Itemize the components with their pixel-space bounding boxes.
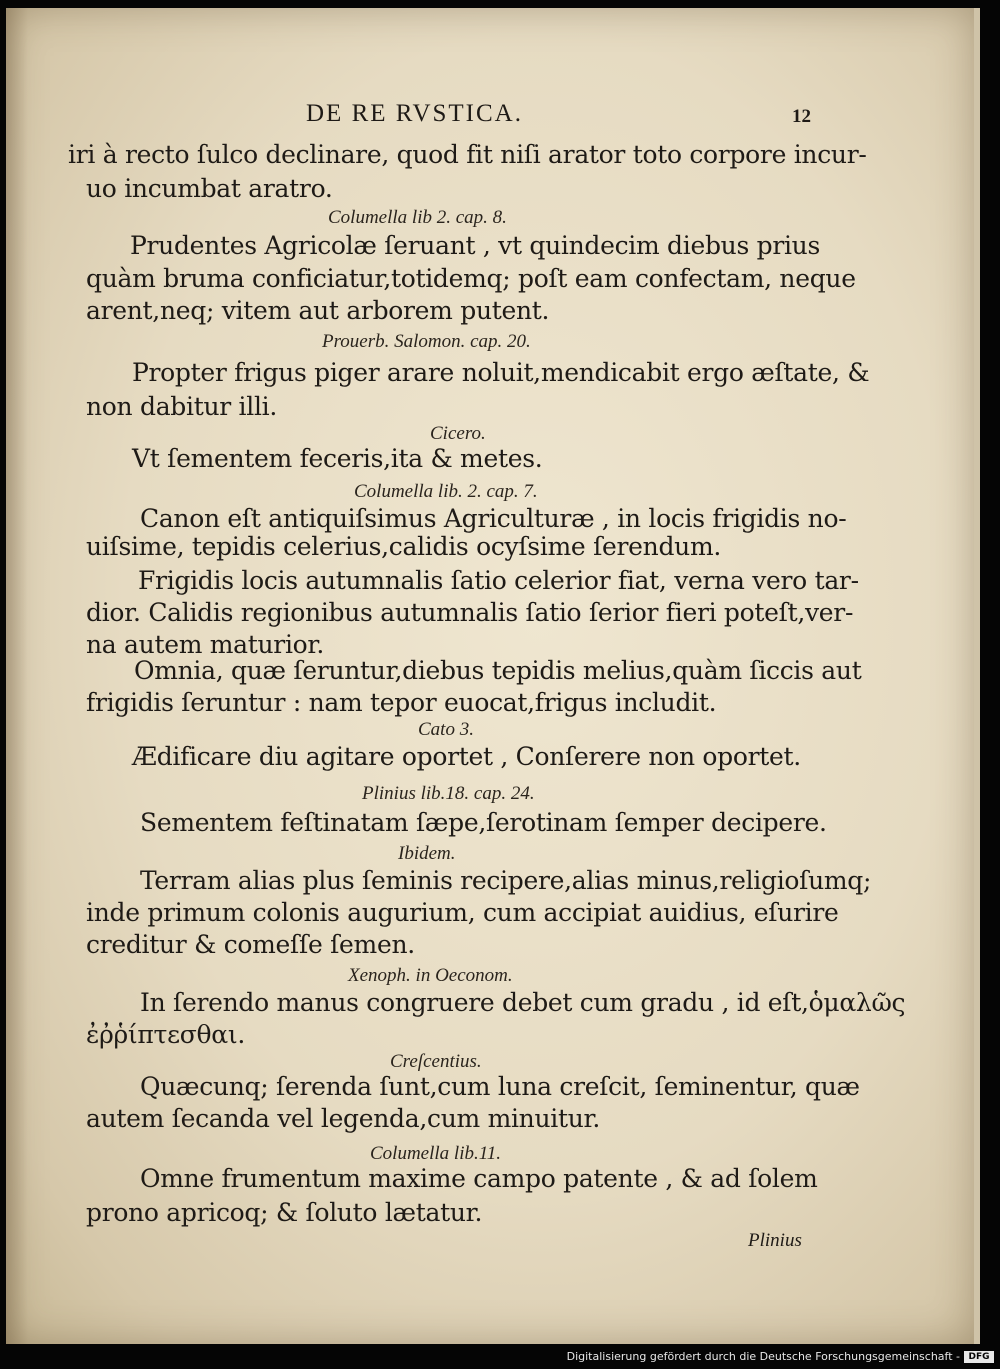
source-heading: Columella lib.11. — [370, 1143, 502, 1164]
running-head: DE RE RVSTICA. — [306, 100, 523, 127]
text-line: dior. Calidis regionibus autumnalis ſatio ſerior fieri poteſt,ver- — [86, 598, 854, 627]
text-line: na autem maturior. — [86, 630, 324, 659]
text-line: In ſerendo manus congruere debet cum gradu , id eſt,ὁμαλῶς — [140, 988, 906, 1017]
text-line: uiſsime, tepidis celerius,calidis ocyſsime ſerendum. — [86, 532, 722, 561]
text-line: uo incumbat aratro. — [86, 174, 333, 203]
text-line: non dabitur illi. — [86, 392, 277, 421]
source-heading: Ibidem. — [398, 843, 456, 864]
catchword: Plinius — [748, 1230, 802, 1251]
dfg-logo: DFG — [964, 1351, 994, 1363]
text-line: frigidis ſeruntur : nam tepor euocat,frigus includit. — [86, 688, 717, 717]
text-line: Quæcunq; ſerenda ſunt,cum luna creſcit, ſeminentur, quæ — [140, 1072, 860, 1101]
book-page — [6, 8, 980, 1344]
text-line: autem ſecanda vel legenda,cum minuitur. — [86, 1104, 601, 1133]
text-line: quàm bruma conficiatur,totidemq; poſt eam confectam, neque — [86, 264, 856, 293]
source-heading: Xenoph. in Oeconom. — [348, 965, 513, 986]
source-heading: Prouerb. Salomon. cap. 20. — [322, 331, 531, 352]
text-line: Omnia, quæ ſeruntur,diebus tepidis melius,quàm ſiccis aut — [134, 656, 862, 685]
source-heading: Plinius lib.18. cap. 24. — [362, 783, 535, 804]
text-line: Prudentes Agricolæ ſeruant , vt quindecim diebus prius — [130, 231, 821, 260]
source-heading: Columella lib. 2. cap. 7. — [354, 481, 538, 502]
source-heading: Columella lib 2. cap. 8. — [328, 207, 507, 228]
folio-number: 12 — [792, 106, 811, 127]
text-line: iri à recto ſulco declinare, quod fit niſi arator toto corpore incur- — [68, 140, 867, 169]
page-text — [6, 8, 974, 1344]
text-line: Ædificare diu agitare oportet , Conſerere non oportet. — [132, 742, 801, 771]
text-line: Vt ſementem feceris,ita & metes. — [132, 444, 543, 473]
digitization-footer — [0, 1345, 1000, 1369]
footer-credit: Digitalisierung gefördert durch die Deutsche Forschungsgemeinschaft - — [566, 1350, 960, 1363]
text-line: arent,neq; vitem aut arborem putent. — [86, 296, 550, 325]
text-line: Terram alias plus ſeminis recipere,alias minus,religioſumq; — [140, 866, 872, 895]
text-line: ἐῤῥίπτεσθαι. — [86, 1020, 245, 1049]
text-line: Sementem feſtinatam ſæpe,ſerotinam ſemper decipere. — [140, 808, 827, 837]
source-heading: Cicero. — [430, 423, 486, 444]
text-line: Propter frigus piger arare noluit,mendicabit ergo æſtate, & — [132, 358, 870, 387]
text-line: Canon eſt antiquiſsimus Agriculturæ , in locis frigidis no- — [140, 504, 847, 533]
text-line: Frigidis locis autumnalis ſatio celerior fiat, verna vero tar- — [138, 566, 859, 595]
text-line: creditur & comeſſe ſemen. — [86, 930, 415, 959]
text-line: prono apricoq; & ſoluto lætatur. — [86, 1198, 483, 1227]
source-heading: Creſcentius. — [390, 1051, 482, 1072]
source-heading: Cato 3. — [418, 719, 474, 740]
text-line: inde primum colonis augurium, cum accipiat auidius, eſurire — [86, 898, 839, 927]
text-line: Omne frumentum maxime campo patente , & ad ſolem — [140, 1164, 818, 1193]
